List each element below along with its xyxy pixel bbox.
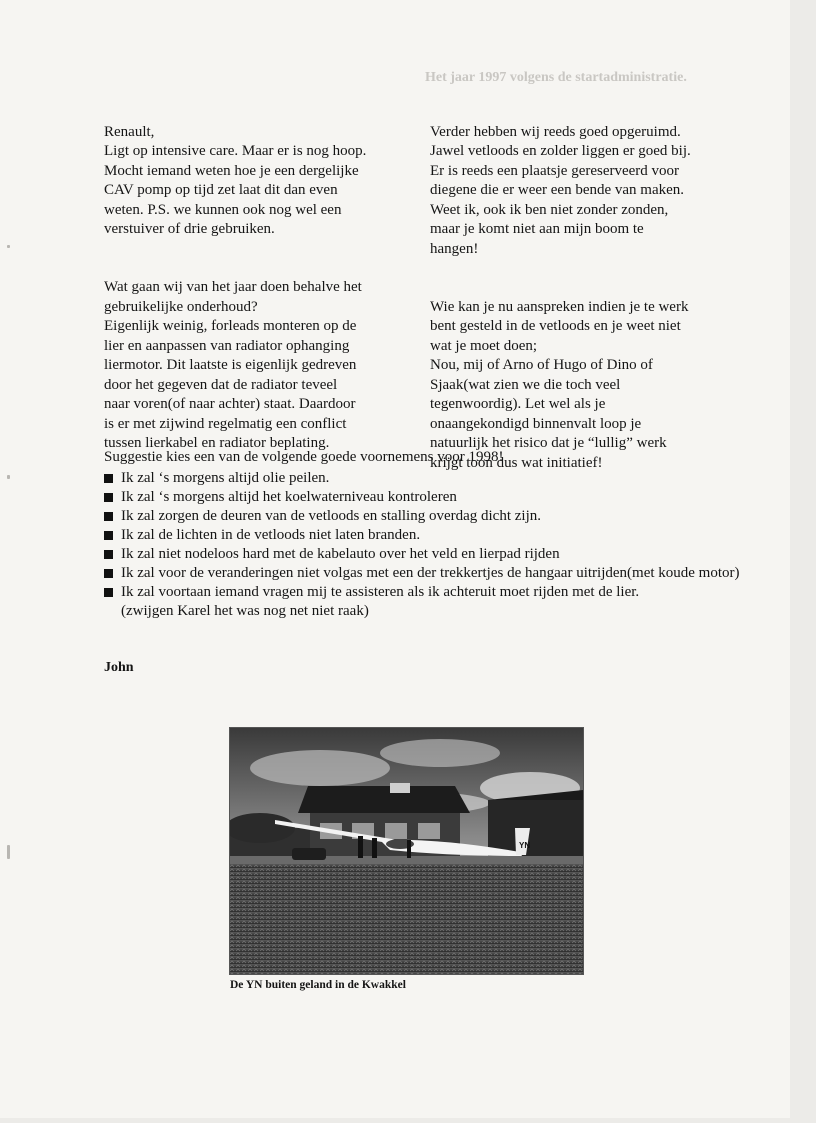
punch-mark <box>7 475 10 479</box>
punch-mark <box>7 245 10 248</box>
resolutions-section <box>104 448 744 621</box>
resolution-item: Ik zal zorgen de deuren van de vetloods en stalling overdag dicht zijn. <box>104 507 744 526</box>
renault-paragraph: Renault, Ligt op intensive care. Maar er is nog hoop. Mocht iemand weten hoe je een dergelijke CAV pomp op tijd zet laat dit dan even weten. P.S. we kunnen ook nog wel een verstuiver of drie gebruiken. <box>104 123 367 237</box>
author-signature: John <box>104 660 134 675</box>
bleed-through-text: Het jaar 1997 volgens de startadministratie. <box>425 70 687 85</box>
left-column <box>104 103 404 492</box>
resolution-item: Ik zal de lichten in de vetloods niet laten branden. <box>104 526 744 545</box>
resolution-item: Ik zal ‘s morgens altijd olie peilen. <box>104 469 744 488</box>
resolution-item: Ik zal voor de veranderingen niet volgas met een der trekkertjes de hangaar uitrijden(met koude motor) <box>104 564 744 583</box>
resolutions-list <box>104 469 744 602</box>
cleanup-paragraph: Verder hebben wij reeds goed opgeruimd. Jawel vetloods en zolder liggen er goed bij. Er is reeds een plaatsje gereserveerd voor diegene die er weer een bende van maken. Weet ik, ook ik ben niet zonder zonden, maar je komt niet aan mijn boom te hangen! <box>430 123 691 257</box>
resolution-item: Ik zal niet nodeloos hard met de kabelauto over het veld en lierpad rijden <box>104 545 744 564</box>
resolution-item: Ik zal ‘s morgens altijd het koelwaterniveau kontroleren <box>104 488 744 507</box>
resolution-item: Ik zal voortaan iemand vragen mij te assisteren als ik achteruit moet rijden met de lier. <box>104 583 744 602</box>
plans-paragraph: Wat gaan wij van het jaar doen behalve het gebruikelijke onderhoud? Eigenlijk weinig, forleads monteren op de lier en aanpassen van radiator ophanging liermotor. Dit laatste is eigenlijk gedreven door het gegeven dat de radiator teveel naar voren(of naar achter) staat. Daardoor is er met zijwind regelmatig een conflict tussen lierkabel en radiator beplating. <box>104 279 362 451</box>
svg-text:YN: YN <box>519 841 531 850</box>
resolutions-aside: (zwijgen Karel het was nog net niet raak) <box>121 603 369 619</box>
contacts-paragraph: Wie kan je nu aanspreken indien je te werk bent gesteld in de vetloods en je weet niet wat je moet doen; Nou, mij of Arno of Hugo of Dino of Sjaak(wat zien we die toch veel tegenwoordig). Let wel als je onaangekondigd binnenvalt loop je natuurlijk het risico dat je “lullig” werk krijgt toon dus wat initiatief! <box>430 298 689 471</box>
resolutions-intro: Suggestie kies een van de volgende goede voornemens voor 1998! <box>104 449 504 465</box>
photo-caption: De YN buiten geland in de Kwakkel <box>230 979 406 991</box>
glider-photo <box>229 727 584 975</box>
punch-mark <box>7 845 10 859</box>
